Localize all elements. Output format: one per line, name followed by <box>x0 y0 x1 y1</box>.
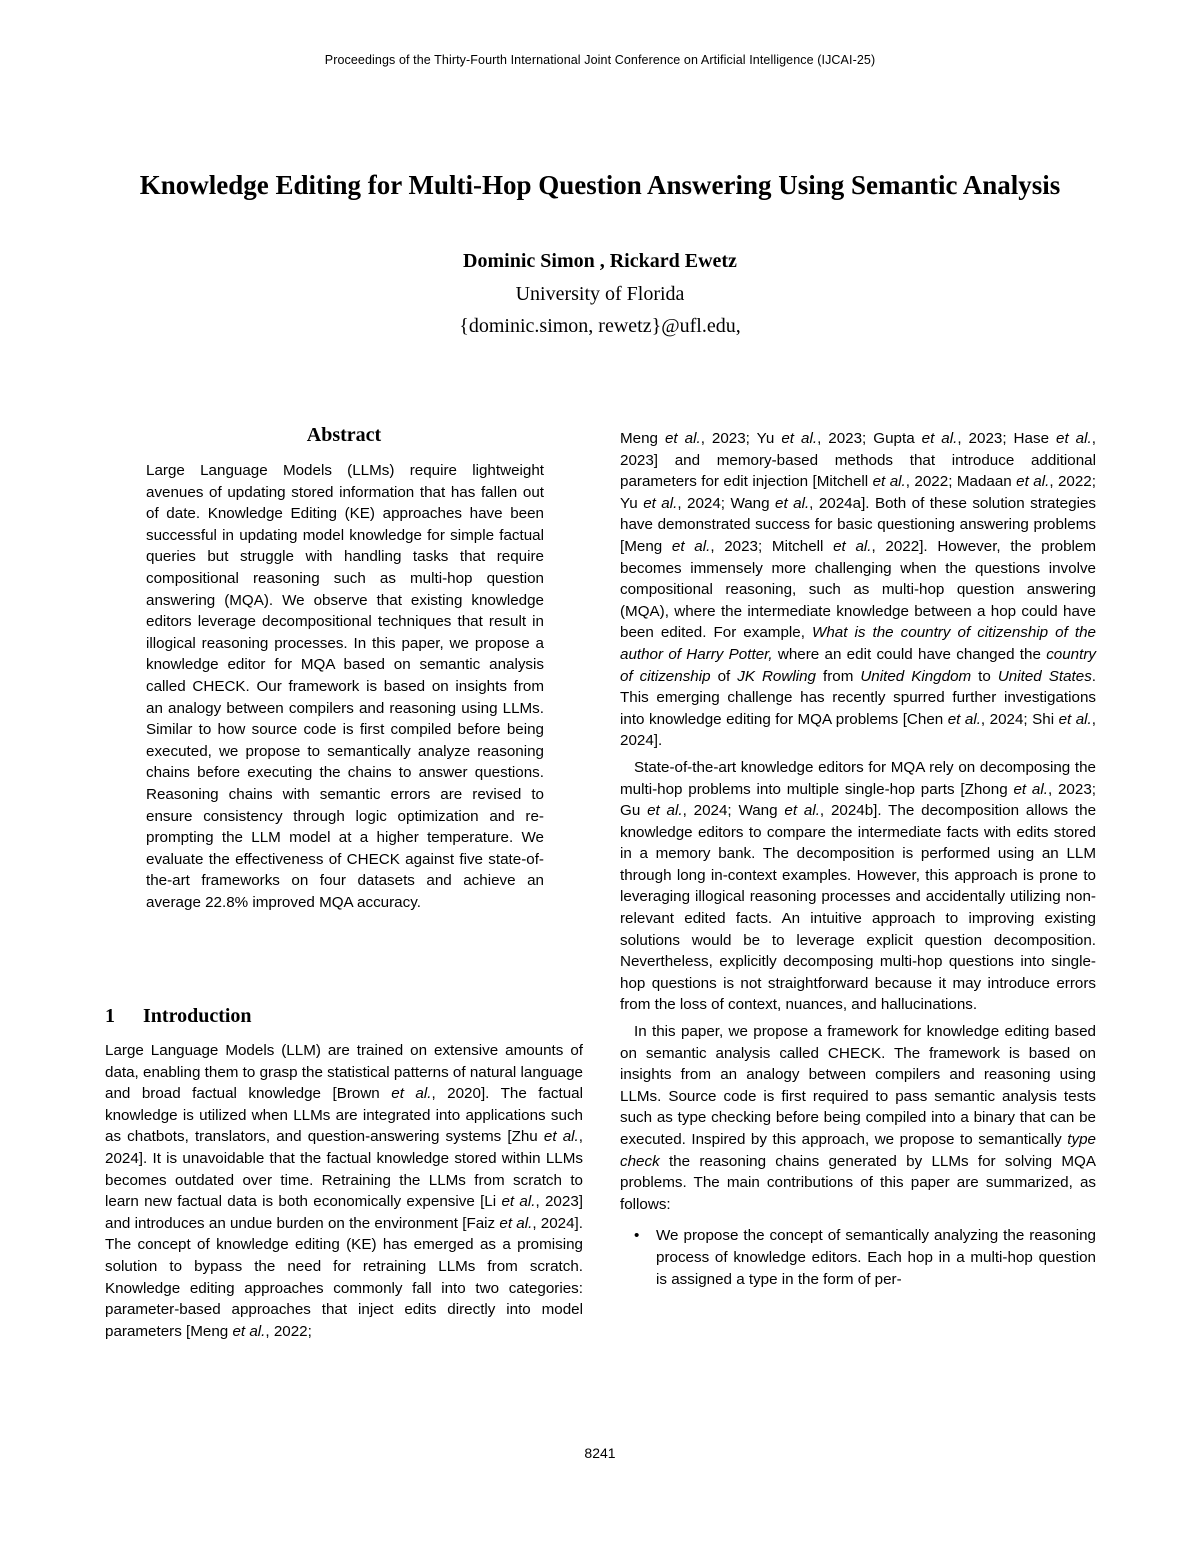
author-email: {dominic.simon, rewetz}@ufl.edu, <box>459 315 741 337</box>
section-title: Introduction <box>143 1005 252 1027</box>
intro-paragraph-2: State-of-the-art knowledge editors for MQA rely on decomposing the multi-hop problems into multiple single-hop parts [Zhong et al., 2023; Gu et al., 2024; Wang et al., 2024b]. The decomposition allows the knowledge editors to compare the intermediate facts with edits stored in a memory bank. The decomposition is performed using an LLM through long in-context examples. However, this approach is prone to leveraging illogical reasoning processes and accidentally utilizing non-relevant edited facts. An intuitive approach to improving existing solutions would be to leverage explicit question decomposition. Nevertheless, explicitly decomposing multi-hop questions into single-hop questions is not straightforward because it may introduce errors from the loss of context, nuances, and hallucinations. <box>620 758 1097 1014</box>
abstract-body <box>146 460 544 913</box>
proceedings-header: Proceedings of the Thirty-Fourth International Joint Conference on Artificial Intelligence (IJCAI-25) <box>324 53 876 67</box>
page-number: 8241 <box>584 1445 616 1461</box>
intro-paragraph-3: In this paper, we propose a framework for knowledge editing based on semantic analysis called CHECK. The framework is based on insights from an analogy between compilers and reasoning using LLMs. Source code is first required to pass semantic analysis tests such as type checking before being compiled into a binary that can be executed. Inspired by this approach, we propose to semantically type check the reasoning chains generated by LLMs for solving MQA problems. The main contributions of this paper are summarized, as follows: <box>620 1023 1096 1213</box>
abstract-text: Large Language Models (LLMs) require lightweight avenues of updating stored information that has fallen out of date. Knowledge Editing (KE) approaches have been successful in updating model knowledge for simple factual queries but struggle with handling tasks that require compositional reasoning such as multi-hop question answering (MQA). We observe that existing knowledge editors leverage decompositional techniques that result in illogical reasoning processes. In this paper, we propose a knowledge editor for MQA based on semantic analysis called CHECK. Our framework is based on insights from an analogy between compilers and reasoning using LLMs. Similar to how source code is first compiled before being executed, we propose to semantically analyze reasoning chains before executing the chains to answer questions. Reasoning chains with semantic errors are revised to ensure consistency through logic optimization and re-prompting the LLM model at a higher temperature. We evaluate the effectiveness of CHECK against five state-of-the-art frameworks on four datasets and achieve an average 22.8% improved MQA accuracy. <box>146 462 544 911</box>
intro-paragraph-1-continued: Meng et al., 2023; Yu et al., 2023; Gupta et al., 2023; Hase et al., 2023] and memory-based methods that introduce additional parameters for edit injection [Mitchell et al., 2022; Madaan et al., 2022; Yu et al., 2024; Wang et al., 2024a]. Both of these solution strategies have demonstrated success for basic questioning answering problems [Meng et al., 2023; Mitchell et al., 2022]. However, the problem becomes immensely more challenging when the questions involve compositional reasoning, such as multi-hop question answering (MQA), where the intermediate knowledge between a hop could have been edited. For example, What is the country of citizenship of the author of Harry Potter, where an edit could have changed the country of citizenship of JK Rowling from United Kingdom to United States. This emerging challenge has recently spurred further investigations into knowledge editing for MQA problems [Chen et al., 2024; Shi et al., 2024]. <box>620 430 1097 750</box>
abstract-heading: Abstract <box>306 424 382 446</box>
list-item: • We propose the concept of semantically analyzing the reasoning process of knowledge editors. Each hop in a multi-hop question is assigned a type in the form of per- <box>634 1227 1096 1288</box>
section-heading-introduction <box>105 1005 583 1028</box>
right-column <box>620 428 1096 1290</box>
bullet-icon: • <box>634 1227 640 1245</box>
intro-paragraph-1: Large Language Models (LLM) are trained on extensive amounts of data, enabling them to grasp the statistical patterns of natural language and broad factual knowledge [Brown et al., 2020]. The factual knowledge is utilized when LLMs are integrated into applications such as chatbots, translators, and question-answering systems [Zhu et al., 2024]. It is unavoidable that the factual knowledge stored within LLMs becomes outdated over time. Retraining the LLMs from scratch to learn new factual data is both economically expensive [Li et al., 2023] and introduces an undue burden on the environment [Faiz et al., 2024]. The concept of knowledge editing (KE) has emerged as a promising solution to bypass the need for retraining LLMs from scratch. Knowledge editing approaches commonly fall into two categories: parameter-based approaches that inject edits directly into model parameters [Meng et al., 2022; <box>105 1042 583 1340</box>
paper-title: Knowledge Editing for Multi-Hop Question Answering Using Semantic Analysis <box>139 170 1061 200</box>
section-number: 1 <box>105 1005 115 1027</box>
contributions-list <box>620 1225 1096 1290</box>
author-affiliation: University of Florida <box>515 283 685 305</box>
intro-left-column <box>105 1040 583 1342</box>
author-names: Dominic Simon , Rickard Ewetz <box>463 250 737 272</box>
